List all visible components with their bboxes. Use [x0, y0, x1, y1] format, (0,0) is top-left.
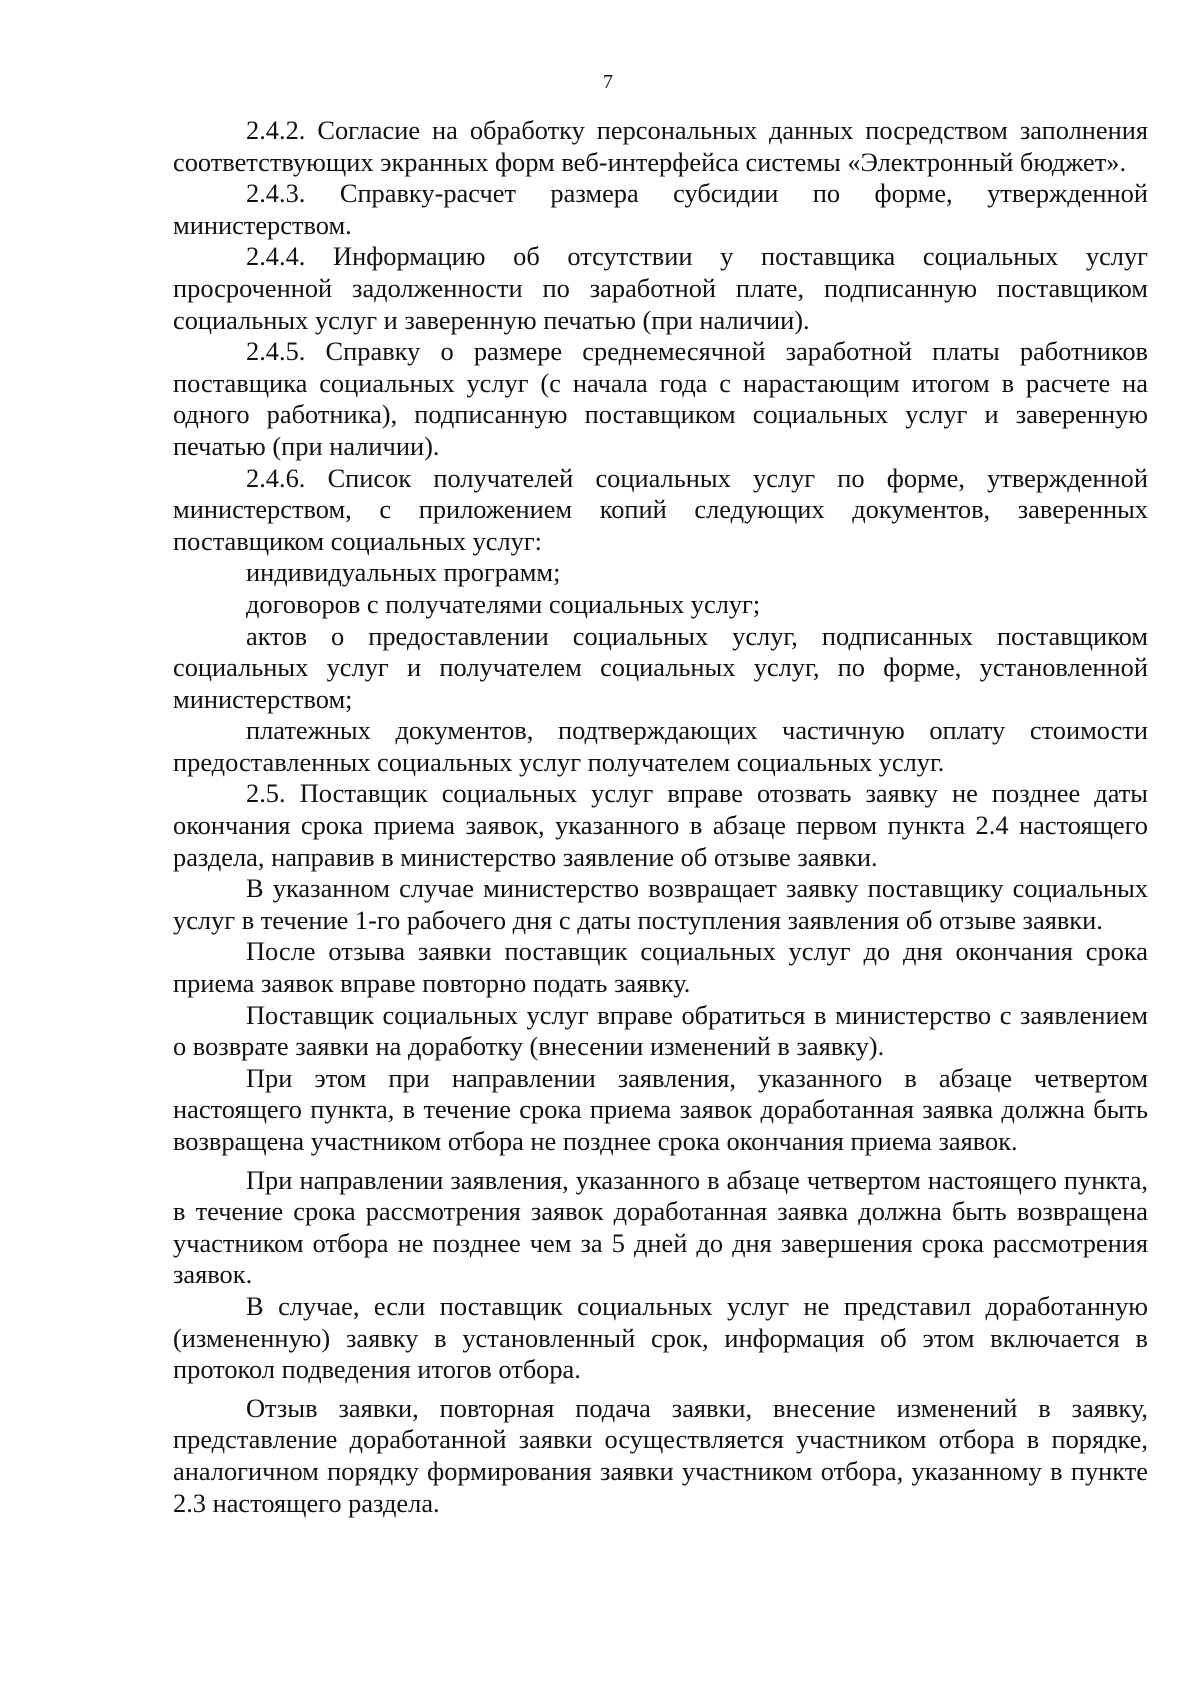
paragraph-revision-request: Поставщик социальных услуг вправе обратиться в министерство с заявлением о возврате заявки на доработку (внесении изменений в заявку).: [173, 999, 1148, 1062]
page-number: 7: [603, 71, 613, 93]
paragraph-missing-revision: В случае, если поставщик социальных услуг не представил доработанную (измененную) заявку в установленный срок, информация об этом включается в протокол подведения итогов отбора.: [173, 1290, 1148, 1385]
paragraph-2-4-3: 2.4.3. Справку-расчет размера субсидии по форме, утвержденной министерством.: [173, 178, 1148, 240]
list-item-payment-documents: платежных документов, подтверждающих частичную оплату стоимости предоставленных социальных услуг получателем социальных услуг.: [173, 715, 1148, 777]
list-item-individual-programs: индивидуальных программ;: [246, 557, 561, 588]
paragraph-2-4-2: 2.4.2. Согласие на обработку персональных данных посредством заполнения соответствующих экранных форм веб-интерфейса системы «Электронный бюджет».: [173, 115, 1148, 177]
paragraph-2-4-4: 2.4.4. Информацию об отсутствии у поставщика социальных услуг просроченной задолженности по заработной плате, подписанную поставщиком социальных услуг и заверенную печатью (при наличии).: [173, 241, 1148, 335]
paragraph-resubmit-application: После отзыва заявки поставщик социальных услуг до дня окончания срока приема заявок вправе повторно подать заявку.: [173, 936, 1148, 999]
paragraph-revision-during-review: При направлении заявления, указанного в абзаце четвертом настоящего пункта, в течение срока рассмотрения заявок доработанная заявка должна быть возвращена участником отбора не позднее чем за 5 дней до дня завершения срока рассмотрения заявок.: [173, 1164, 1148, 1290]
paragraph-return-application: В указанном случае министерство возвращает заявку поставщику социальных услуг в течение 1-го рабочего дня с даты поступления заявления об отзыве заявки.: [173, 873, 1148, 935]
paragraph-2-4-6: 2.4.6. Список получателей социальных услуг по форме, утвержденной министерством, с приложением копий следующих документов, заверенных поставщиком социальных услуг:: [173, 462, 1148, 556]
list-item-contracts: договоров с получателями социальных услуг;: [246, 588, 761, 619]
document-body: [173, 115, 1148, 1519]
list-item-acts: актов о предоставлении социальных услуг, подписанных поставщиком социальных услуг и получателем социальных услуг, по форме, установленной министерством;: [173, 620, 1148, 714]
paragraph-2-5: 2.5. Поставщик социальных услуг вправе отозвать заявку не позднее даты окончания срока приема заявок, указанного в абзаце первом пункта 2.4 настоящего раздела, направив в министерство заявление об отзыве заявки.: [173, 778, 1148, 872]
paragraph-2-4-5: 2.4.5. Справку о размере среднемесячной заработной платы работников поставщика социальных услуг (с начала года с нарастающим итогом в расчете на одного работника), подписанную поставщиком социальных услуг и заверенную печатью (при наличии).: [173, 336, 1148, 461]
paragraph-revision-during-acceptance: При этом при направлении заявления, указанного в абзаце четвертом настоящего пункта, в течение срока приема заявок доработанная заявка должна быть возвращена участником отбора не позднее срока окончания приема заявок.: [173, 1062, 1148, 1156]
paragraph-procedure: Отзыв заявки, повторная подача заявки, внесение изменений в заявку, представление доработанной заявки осуществляется участником отбора в порядке, аналогичном порядку формирования заявки участником отбора, указанному в пункте 2.3 настоящего раздела.: [173, 1392, 1148, 1518]
